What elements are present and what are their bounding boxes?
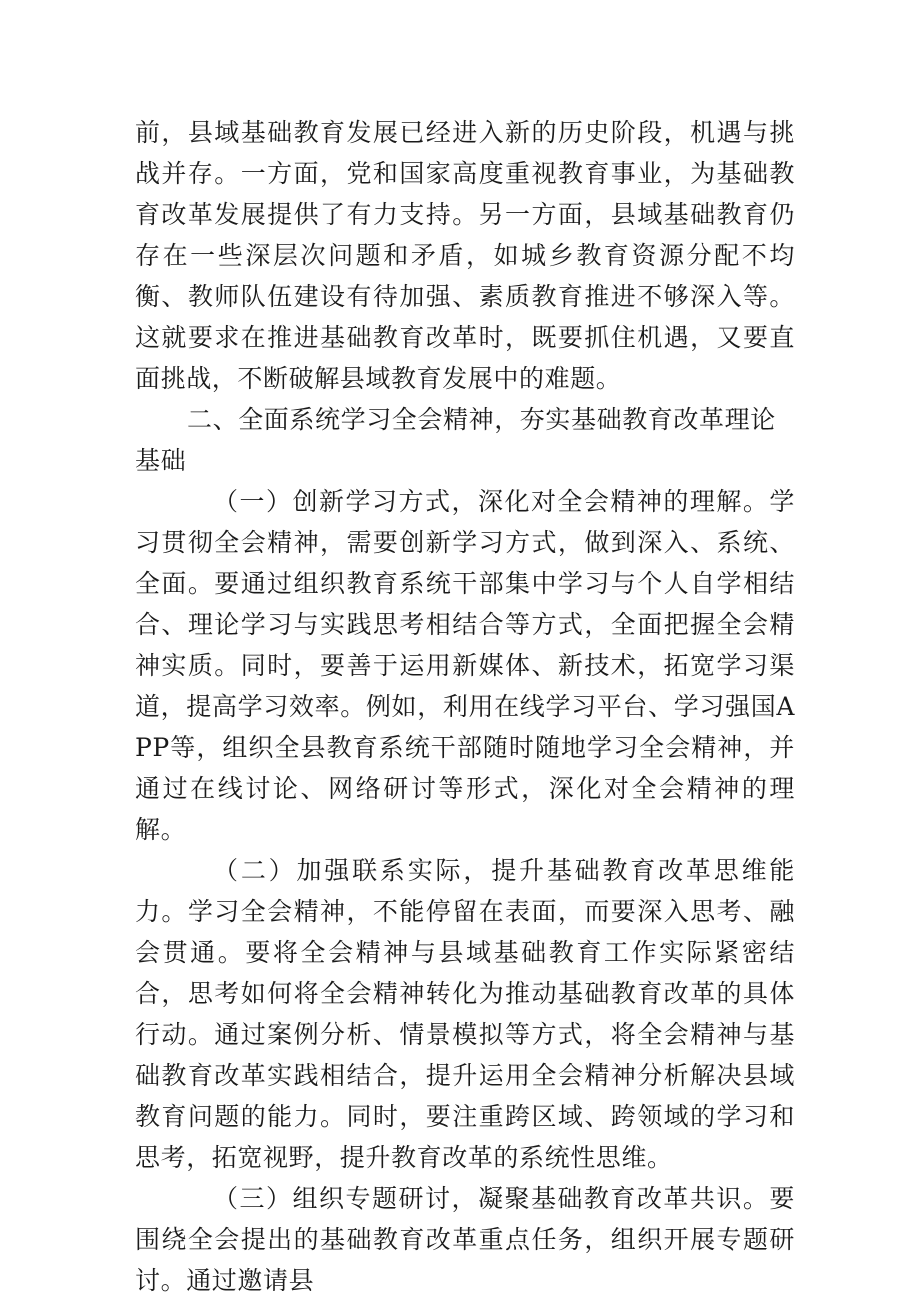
paragraph-subsection-1: （一）创新学习方式，深化对全会精神的理解。学习贯彻全会精神，需要创新学习方式，做到深入、系统、全面。要通过组织教育系统干部集中学习与个人自学相结合、理论学习与实践思考相结合等方式，全面把握全会精神实质。同时，要善于运用新媒体、新技术，拓宽学习渠道，提高学习效率。例如，利用在线学习平台、学习强国APP等，组织全县教育系统干部随时随地学习全会精神，并通过在线讨论、网络研讨等形式，深化对全会精神的理解。 (135, 487, 795, 844)
paragraph-continuation: 前，县域基础教育发展已经进入新的历史阶段，机遇与挑战并存。一方面，党和国家高度重视教育事业，为基础教育改革发展提供了有力支持。另一方面，县域基础教育仍存在一些深层次问题和矛盾，如城乡教育资源分配不均衡、教师队伍建设有待加强、素质教育推进不够深入等。这就要求在推进基础教育改革时，既要抓住机遇，又要直面挑战，不断破解县域教育发展中的难题。 (135, 118, 795, 393)
document-body (135, 112, 795, 1301)
paragraph-subsection-3: （三）组织专题研讨，凝聚基础教育改革共识。要围绕全会提出的基础教育改革重点任务，组织开展专题研讨。通过邀请县 (135, 1184, 795, 1295)
section-heading: 二、全面系统学习全会精神，夯实基础教育改革理论基础 (135, 405, 776, 475)
paragraph-subsection-2: （二）加强联系实际，提升基础教育改革思维能力。学习全会精神，不能停留在表面，而要深入思考、融会贯通。要将全会精神与县域基础教育工作实际紧密结合，思考如何将全会精神转化为推动基础教育改革的具体行动。通过案例分析、情景模拟等方式，将全会精神与基础教育改革实践相结合，提升运用全会精神分析解决县域教育问题的能力。同时，要注重跨区域、跨领域的学习和思考，拓宽视野，提升教育改革的系统性思维。 (135, 856, 795, 1172)
